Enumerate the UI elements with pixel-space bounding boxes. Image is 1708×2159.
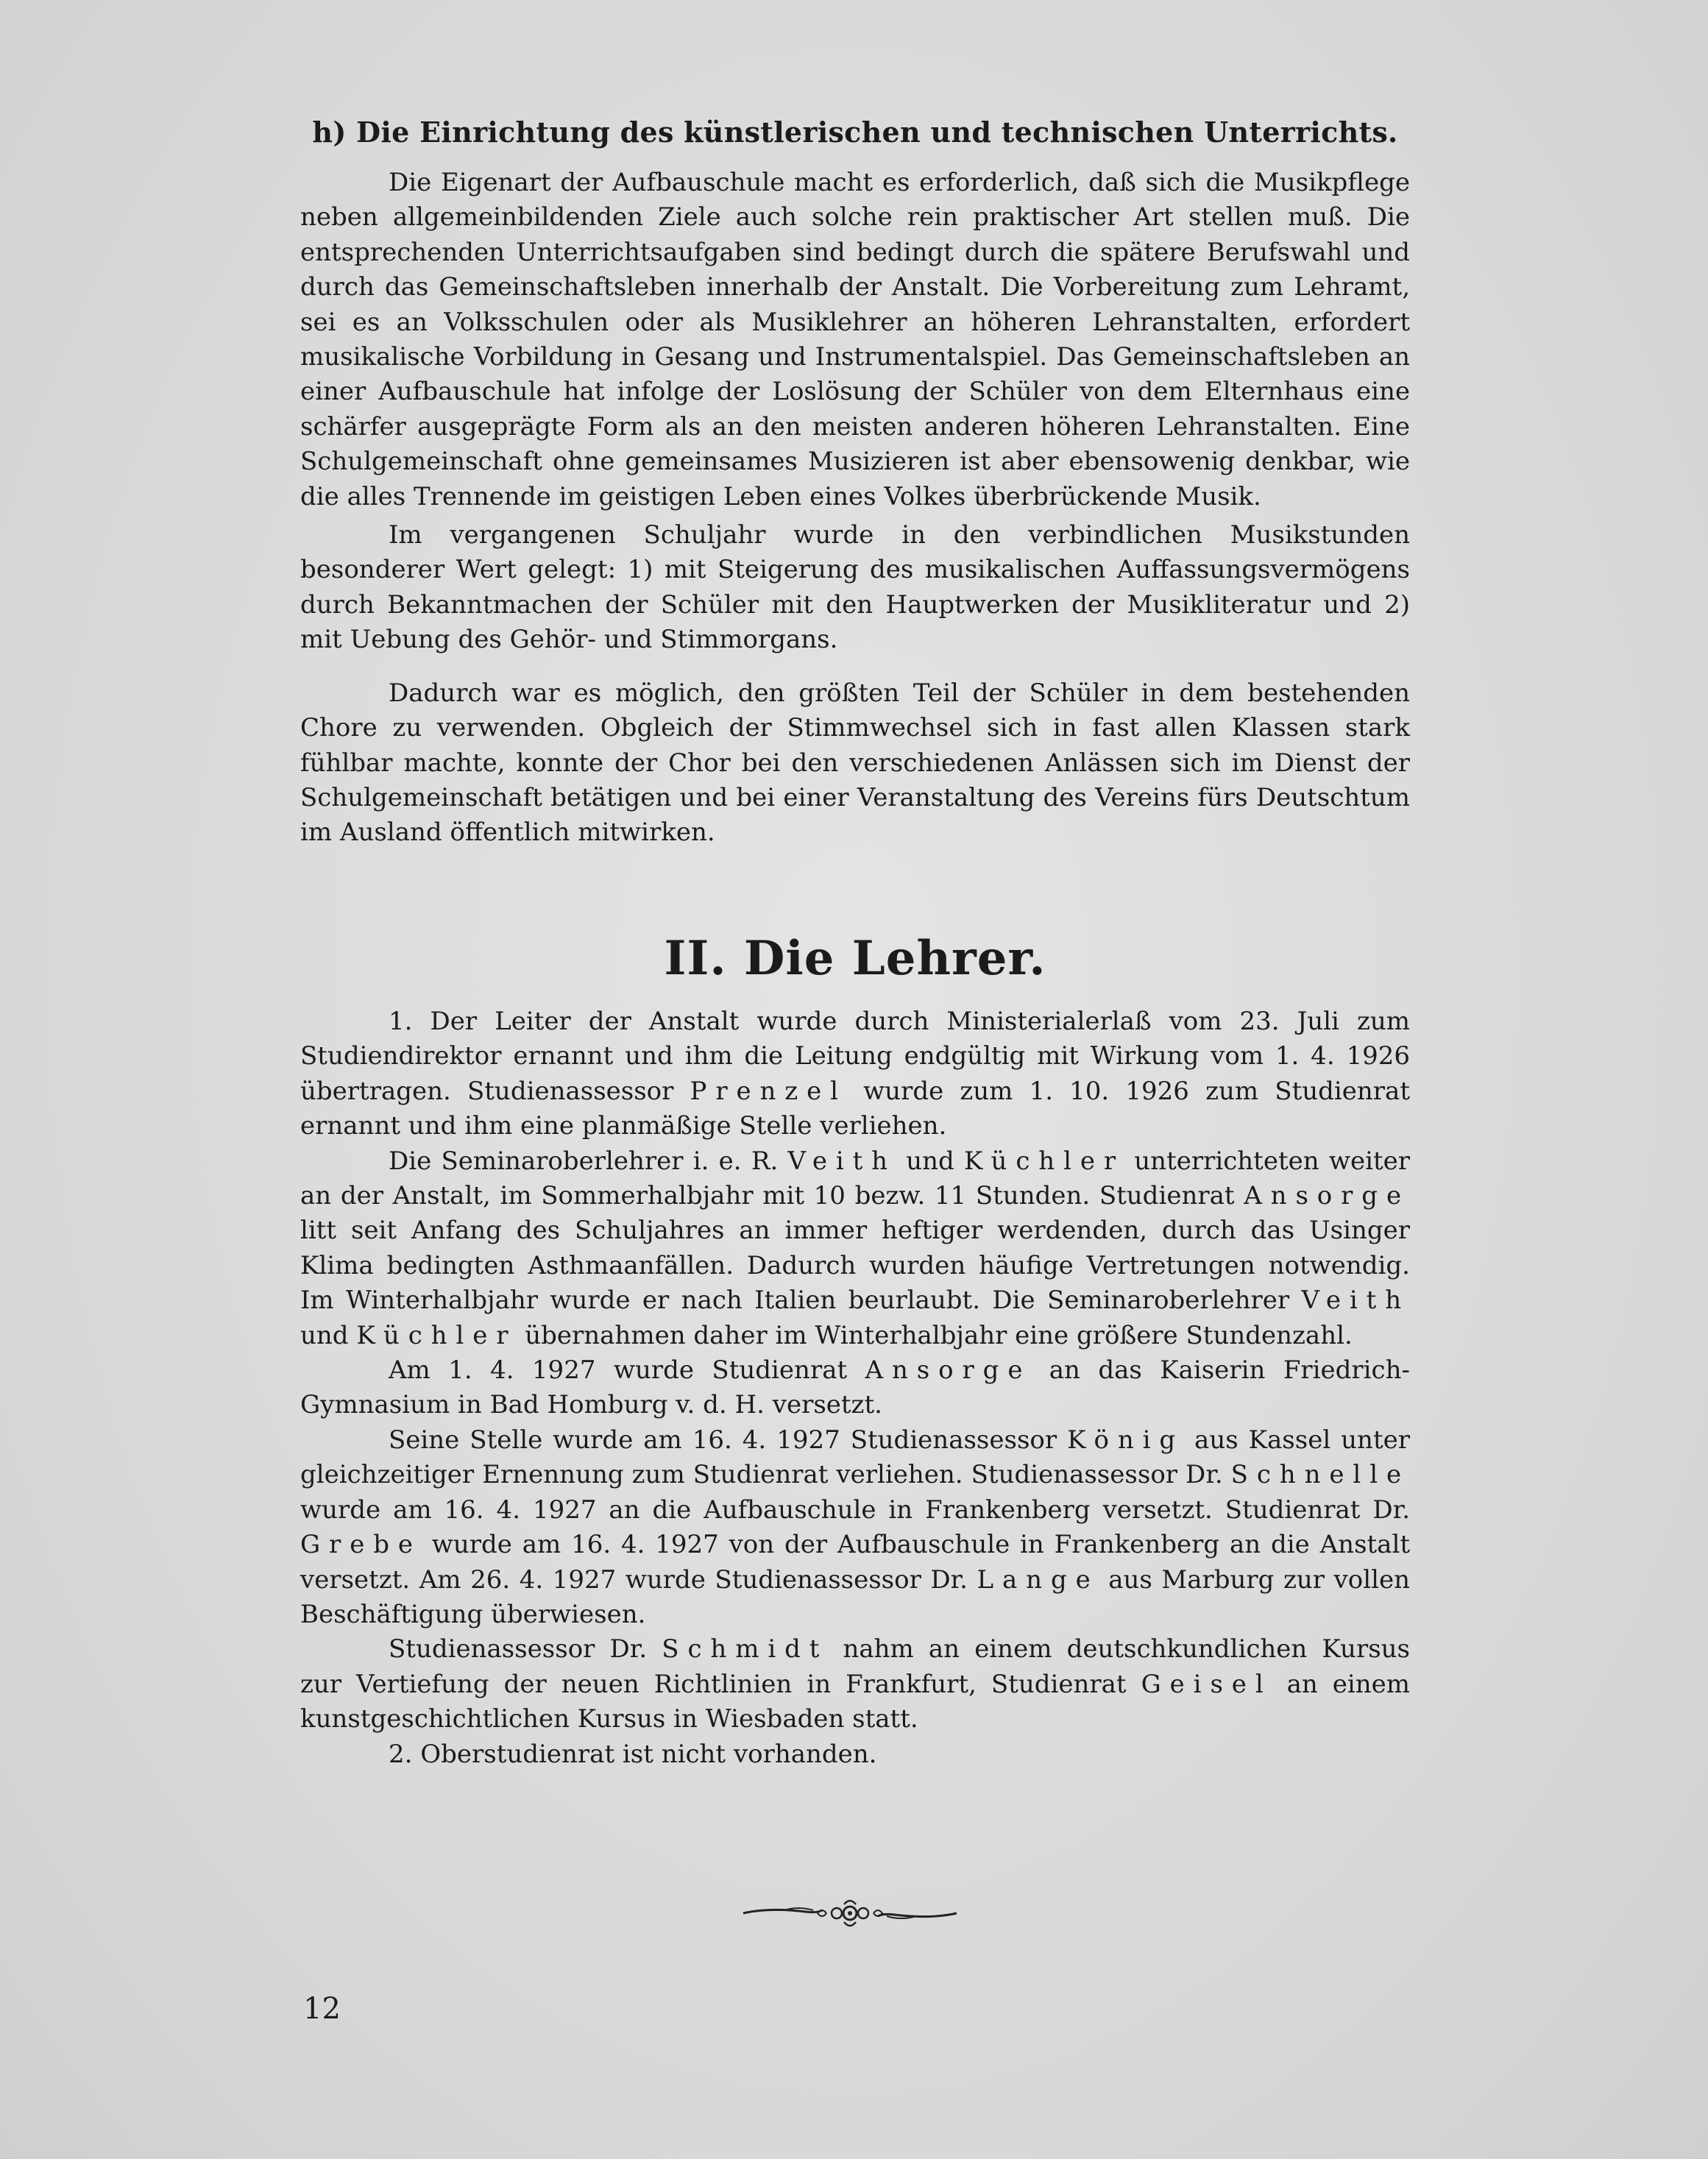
teacher-name: Prenzel (690, 1076, 847, 1106)
paragraph-leiter: 1. Der Leiter der Anstalt wurde durch Ministerialerlaß vom 23. Juli zum Studiendirektor ernannt und ihm die Leitung endgültig mit Wirkung vom 1. 4. 1926 übertragen. Studienassessor Prenzel wurde zum 1. 10. 1926 zum Studienrat ernannt und ihm eine planmäßige Stelle verliehen. (300, 1007, 1410, 1141)
teacher-name: Lange (977, 1564, 1099, 1595)
teacher-name: Küchler (356, 1320, 517, 1350)
section-heading: h) Die Einrichtung des künstlerischen und technischen Unterrichts. (312, 116, 1398, 149)
teacher-name: Ansorge (1244, 1181, 1410, 1211)
paragraph-chor: Dadurch war es möglich, den größten Teil der Schüler in dem bestehenden Chore zu verwenden. Obgleich der Stimmwechsel sich in fast allen Klassen stark fühlbar machte, konnte der Chor bei den verschiedenen Anlässen sich im Dienst der Schulgemeinschaft betätigen und bei einer Veranstaltung des Vereins fürs Deutschtum im Ausland öffentlich mitwirken. (300, 678, 1410, 848)
teacher-name: Geisel (1141, 1669, 1272, 1699)
paragraph-stelle: Seine Stelle wurde am 16. 4. 1927 Studienassessor König aus Kassel unter gleichzeitiger Ernennung zum Studienrat verliehen. Studienassessor Dr. Schnelle wurde am 16. 4. 1927 an die Aufbauschule in Frankenberg versetzt. Studienrat Dr. Grebe wurde am 16. 4. 1927 von der Aufbauschule in Frankenberg an die Anstalt versetzt. Am 26. 4. 1927 wurde Studienassessor Dr. Lange aus Marburg zur vollen Beschäftigung überwiesen. (300, 1425, 1410, 1629)
ornament-divider-icon (740, 1891, 960, 1935)
paragraph-kursus: Studienassessor Dr. Schmidt nahm an einem deutschkundlichen Kursus zur Vertiefung der neuen Richtlinien in Frankfurt, Studienrat Geisel an einem kunstgeschichtlichen Kursus in Wiesbaden statt. (300, 1634, 1410, 1734)
paragraph-versetzung: Am 1. 4. 1927 wurde Studienrat Ansorge an das Kaiserin Friedrich-Gymnasium in Bad Homburg v. d. H. versetzt. (300, 1355, 1410, 1420)
paragraph-seminaroberlehrer: Die Seminaroberlehrer i. e. R. Veith und Küchler unterrichteten weiter an der Anstalt, im Sommerhalbjahr mit 10 bezw. 11 Stunden. Studienrat Ansorge litt seit Anfang des Schuljahres an immer heftiger werdenden, durch das Usinger Klima bedingten Asthmaanfällen. Dadurch wurden häufige Vertretungen notwendig. Im Winterhalbjahr wurde er nach Italien beurlaubt. Die Seminaroberlehrer Veith und Küchler übernahmen daher im Winterhalbjahr eine größere Stundenzahl. (300, 1146, 1410, 1350)
teacher-name: Veith (1301, 1286, 1410, 1316)
teacher-name: König (1067, 1425, 1185, 1455)
teacher-name: Grebe (300, 1530, 422, 1560)
paragraph-musikpflege: Die Eigenart der Aufbauschule macht es erforderlich, daß sich die Musikpflege neben allgemeinbildenden Ziele auch solche rein praktischer Art stellen muß. Die entsprechenden Unterrichtsaufgaben sind bedingt durch die spätere Berufswahl und durch das Gemeinschaftsleben innerhalb der Anstalt. Die Vorbereitung zum Lehramt, sei es an Volksschulen oder als Musiklehrer an höheren Lehranstalten, erfordert musikalische Vorbildung in Gesang und Instrumentalspiel. Das Gemeinschaftsleben an einer Aufbauschule hat infolge der Loslösung der Schüler von dem Elternhaus eine schärfer ausgeprägte Form als an den meisten anderen höheren Lehranstalten. Eine Schulgemeinschaft ohne gemeinsames Musizieren ist aber ebensowenig denkbar, wie die alles Trennende im geistigen Leben eines Volkes überbrückende Musik. (300, 168, 1410, 511)
paragraph-oberstudienrat: 2. Oberstudienrat ist nicht vorhanden. (389, 1739, 877, 1769)
teacher-name: Küchler (964, 1146, 1125, 1176)
paragraph-musikstunden: Im vergangenen Schuljahr wurde in den verbindlichen Musikstunden besonderer Wert gelegt: 1) mit Steigerung des musikalischen Auffassungsvermögens durch Bekanntmachen der Schüler mit den Hauptwerken der Musikliteratur und 2) mit Uebung des Gehör- und Stimmorgans. (300, 520, 1410, 655)
chapter-heading: II. Die Lehrer. (664, 931, 1046, 986)
page-number: 12 (303, 1992, 341, 2026)
teacher-name: Schnelle (1230, 1460, 1410, 1490)
teacher-name: Ansorge (865, 1355, 1032, 1386)
teacher-name: Schmidt (662, 1634, 829, 1665)
lehrer-body (300, 1004, 1410, 1772)
section-body (300, 166, 1410, 851)
teacher-name: Veith (787, 1146, 896, 1176)
